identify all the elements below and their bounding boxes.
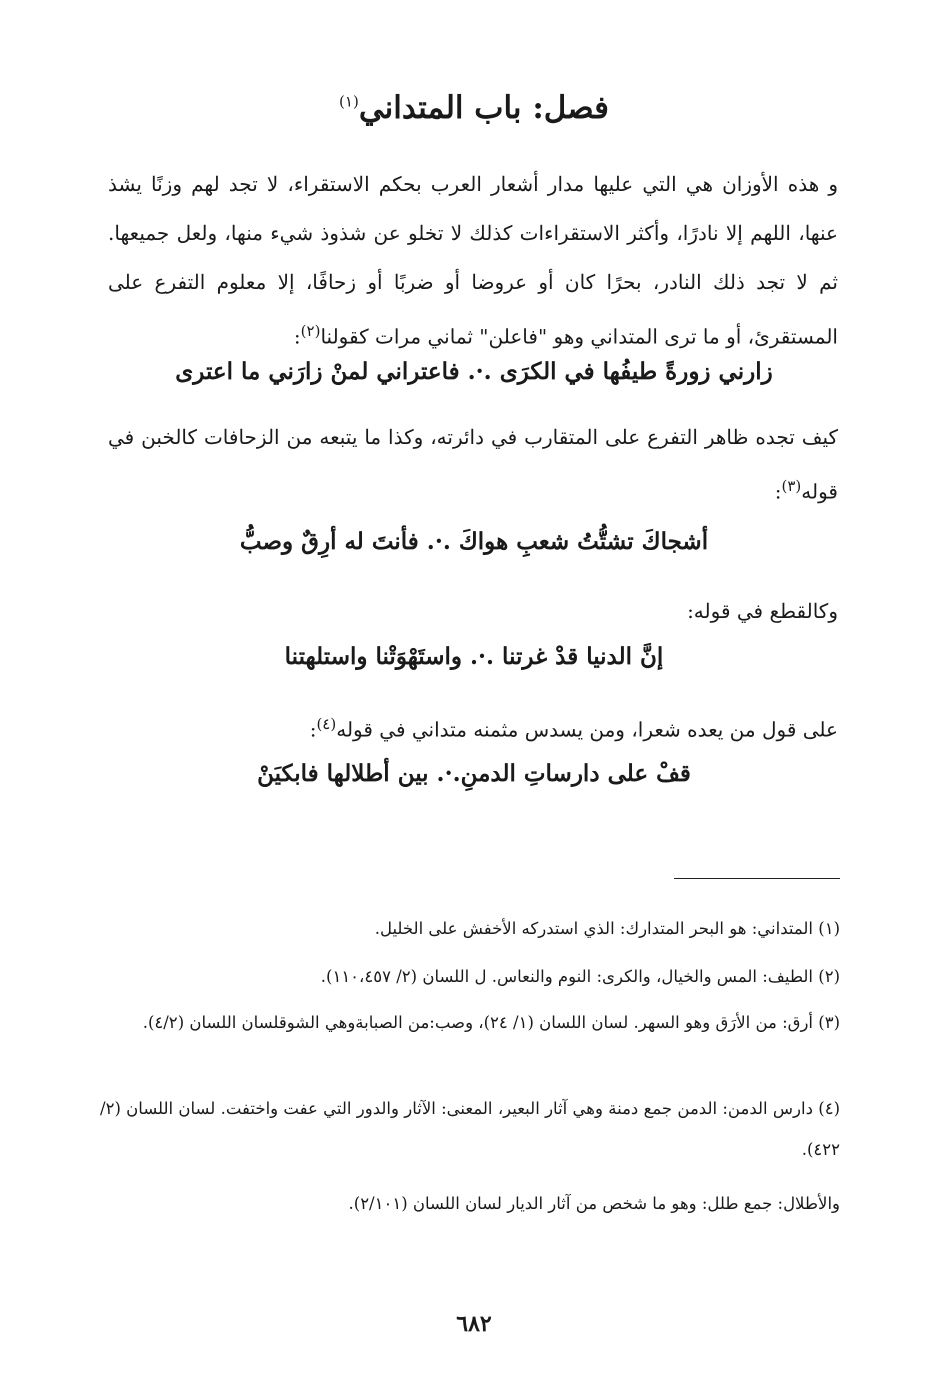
footnote-2: (٢) الطيف: المس والخيال، والكرى: النوم والنعاس. ل اللسان (٢/ ١١٠،٤٥٧). bbox=[320, 967, 840, 986]
page-number: ٦٨٢ bbox=[456, 1311, 492, 1337]
paragraph-4-text: على قول من يعده شعرا، ومن يسدس مثمنه متداني في قوله bbox=[336, 717, 838, 742]
paragraph-2-colon: : bbox=[774, 479, 782, 504]
footnote-ref-3: (٣) bbox=[781, 477, 802, 495]
footnote-3: (٣) أرق: من الأرَق وهو السهر. لسان اللسان (١/ ٢٤)، وصب:من الصبابةوهي الشوقلسان اللسان (٤/٢). bbox=[142, 1013, 840, 1032]
section-heading bbox=[0, 88, 948, 128]
paragraph-1-text: و هذه الأوزان هي التي عليها مدار أشعار العرب بحكم الاستقراء، لا تجد لهم وزنًا يشذ عنها، اللهم إلا نادرًا، وأكثر الاستقراءات كذلك لا تخلو عن شذوذ شيء منها، ولعل جميعها. ثم لا تجد ذلك النادر، بحرًا كان أو عروضا أو ضربًا أو زحافًا، إلا معلوم التفرع على المستقرئ، أو ما ترى المتداني وهو "فاعلن" ثماني مرات كقولنا bbox=[108, 172, 838, 349]
paragraph-2-text: كيف تجده ظاهر التفرع على المتقارب في دائرته، وكذا ما يتبعه من الزحافات كالخبن في قوله bbox=[108, 425, 838, 504]
section-title: فصل: باب المتداني bbox=[358, 90, 609, 126]
paragraph-1-colon: : bbox=[293, 324, 301, 349]
paragraph-4-colon: : bbox=[309, 717, 317, 742]
paragraph-1 bbox=[108, 160, 838, 362]
footnote-4: (٤) دارس الدمن: الدمن جمع دمنة وهي آثار البعير، المعنى: الآثار والدور التي عفت واختفت. لسان اللسان (٢/ ٤٢٢). bbox=[100, 1099, 840, 1159]
footnote-separator bbox=[674, 878, 840, 879]
footnote-1: (١) المتداني: هو البحر المتدارك: الذي استدركه الأخفش على الخليل. bbox=[374, 919, 840, 938]
paragraph-3: وكالقطع في قوله: bbox=[687, 599, 838, 623]
paragraph-4 bbox=[138, 700, 838, 755]
verse-2: أشجاكَ تشتُّتُ شعبِ هواكَ .·. فأنتَ له أرِقٌ وصبُّ bbox=[239, 528, 709, 555]
footnote-ref-2: (٢) bbox=[300, 322, 321, 340]
verse-4: قفْ على دارساتِ الدمنِ.·. بين أطلالها فابكيَنْ bbox=[257, 760, 691, 787]
footnote-ref-1: (١) bbox=[339, 92, 359, 111]
verse-3: إنَّ الدنيا قدْ غرتنا .·. واستَهْوَتْنا واستلهتنا bbox=[284, 643, 664, 670]
footnote-ref-4: (٤) bbox=[316, 715, 337, 733]
footnote-4-continued: والأطلال: جمع طلل: وهو ما شخص من آثار الديار لسان اللسان (٢/١٠١). bbox=[348, 1194, 840, 1213]
paragraph-2 bbox=[108, 413, 838, 517]
verse-1: زارني زورةً طيفُها في الكرَى .·. فاعتراني لمنْ زارَني ما اعترى bbox=[175, 358, 773, 385]
